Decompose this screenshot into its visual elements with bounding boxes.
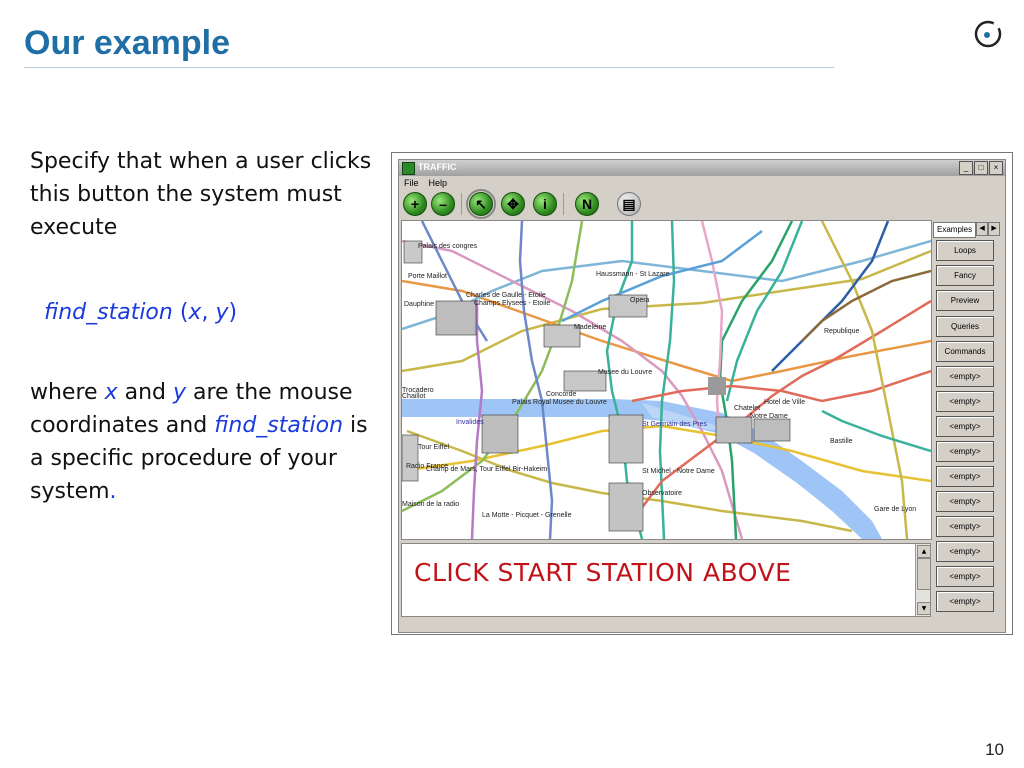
title-divider: [24, 67, 834, 68]
logo-icon: [972, 18, 1004, 50]
scroll-up-icon[interactable]: ▲: [917, 545, 931, 558]
queries-button[interactable]: Queries: [936, 316, 994, 337]
menu-file[interactable]: File: [404, 178, 419, 188]
map-label: Musee du Louvre: [598, 369, 653, 376]
map-label: Chaillot: [402, 393, 426, 400]
empty-button[interactable]: <empty>: [936, 516, 994, 537]
commands-button[interactable]: Commands: [936, 341, 994, 362]
map-label: Chatelet: [734, 405, 761, 412]
close-button[interactable]: ×: [989, 161, 1003, 175]
final-dot: .: [109, 479, 117, 504]
info-button[interactable]: i: [533, 192, 557, 216]
arg-y: y: [215, 300, 229, 325]
side-panel: [933, 220, 1001, 632]
paren-open: (: [172, 300, 189, 325]
empty-button[interactable]: <empty>: [936, 391, 994, 412]
rest-text: are the mouse coordinates and: [30, 380, 353, 438]
map-label: Observatoire: [642, 490, 683, 497]
fancy-button[interactable]: Fancy: [936, 265, 994, 286]
map-label: Palais Royal Musee du Louvre: [512, 399, 607, 406]
select-cursor-button[interactable]: ↖: [469, 192, 493, 216]
map-label: Haussmann - St Lazare: [596, 271, 670, 278]
map-label: Porte Maillot: [408, 273, 447, 280]
window-title: TRAFFIC: [418, 162, 457, 172]
north-button[interactable]: N: [575, 192, 599, 216]
tab-prev-arrow-icon[interactable]: ◀: [976, 222, 988, 236]
app-icon: [402, 162, 415, 175]
arg-x: x: [188, 300, 202, 325]
menubar: [399, 176, 1005, 190]
pan-button[interactable]: ✥: [501, 192, 525, 216]
map-label: Hotel de Ville: [764, 399, 806, 406]
explanation-text: [30, 376, 380, 508]
tab-next-arrow-icon[interactable]: ▶: [988, 222, 1000, 236]
empty-button[interactable]: <empty>: [936, 441, 994, 462]
menu-help[interactable]: Help: [428, 178, 448, 188]
function-call: [44, 296, 237, 329]
map-label: St Germain des Pres: [642, 421, 707, 428]
empty-button[interactable]: <empty>: [936, 566, 994, 587]
tail-text: is a specific procedure of your system: [30, 413, 368, 504]
toolbar-separator: [461, 193, 462, 215]
empty-button[interactable]: <empty>: [936, 466, 994, 487]
metro-map-drawing: [402, 221, 931, 539]
map-label: Invalides: [456, 419, 484, 426]
toolbar: [399, 190, 1005, 218]
map-label: Champs Elysees - Etoile: [474, 300, 551, 307]
empty-button[interactable]: <empty>: [936, 416, 994, 437]
map-label: Maison de la radio: [402, 501, 460, 508]
map-label: Radio France: [406, 463, 449, 470]
map-label: Tour Eiffel: [418, 444, 449, 451]
instruction-text: Specify that when a user clicks this button the system must execute: [30, 149, 372, 240]
loops-button[interactable]: Loops: [936, 240, 994, 261]
console-output[interactable]: [401, 543, 931, 617]
preview-button[interactable]: Preview: [936, 290, 994, 311]
map-label: Trocadero: [402, 387, 434, 394]
map-label: Notre Dame: [750, 413, 788, 420]
map-label: Republique: [824, 328, 860, 335]
scroll-thumb[interactable]: [917, 558, 931, 590]
train-button[interactable]: ▤: [617, 192, 641, 216]
map-label: Bastille: [830, 438, 853, 445]
console-scrollbar[interactable]: [915, 544, 930, 616]
toolbar-separator: [563, 193, 564, 215]
traffic-window: [398, 159, 1006, 633]
zoom-out-button[interactable]: –: [431, 192, 455, 216]
where-text: where: [30, 380, 105, 405]
scroll-down-icon[interactable]: ▼: [917, 602, 931, 615]
map-label: Gare de Lyon: [874, 506, 917, 513]
app-screenshot-frame: [391, 152, 1013, 635]
function-name: find_station: [44, 300, 173, 325]
procedure-name: find_station: [214, 413, 344, 438]
paren-close: ): [228, 300, 238, 325]
empty-button[interactable]: <empty>: [936, 541, 994, 562]
empty-button[interactable]: <empty>: [936, 591, 994, 612]
examples-tab[interactable]: [933, 222, 1000, 236]
var-y: y: [172, 380, 187, 405]
map-label: Dauphine: [404, 301, 434, 308]
slide-title: Our example: [24, 24, 230, 62]
empty-button[interactable]: <empty>: [936, 366, 994, 387]
maximize-button[interactable]: □: [974, 161, 988, 175]
var-x: x: [104, 380, 118, 405]
map-label: St Michel - Notre Dame: [642, 468, 715, 475]
map-label: La Motte - Picquet - Grenelle: [482, 512, 572, 519]
window-titlebar[interactable]: [399, 160, 1005, 176]
map-label: Opera: [630, 297, 650, 304]
zoom-in-button[interactable]: +: [403, 192, 427, 216]
page-number: 10: [985, 740, 1004, 759]
and-text: and: [117, 380, 173, 405]
map-label: Concorde: [546, 391, 577, 398]
map-label: Charles de Gaulle - Etoile: [466, 292, 546, 299]
map-label: Palais des congres: [418, 243, 478, 250]
map-label: Madeleine: [574, 324, 607, 331]
metro-map[interactable]: [401, 220, 932, 540]
tab-examples-label[interactable]: Examples: [933, 222, 976, 238]
empty-button[interactable]: <empty>: [936, 491, 994, 512]
map-label: Champ de Mars, Tour Eiffel Bir-Hakeim: [426, 466, 548, 473]
console-message: CLICK START STATION ABOVE: [414, 558, 792, 587]
arg-comma: ,: [201, 300, 216, 325]
minimize-button[interactable]: _: [959, 161, 973, 175]
